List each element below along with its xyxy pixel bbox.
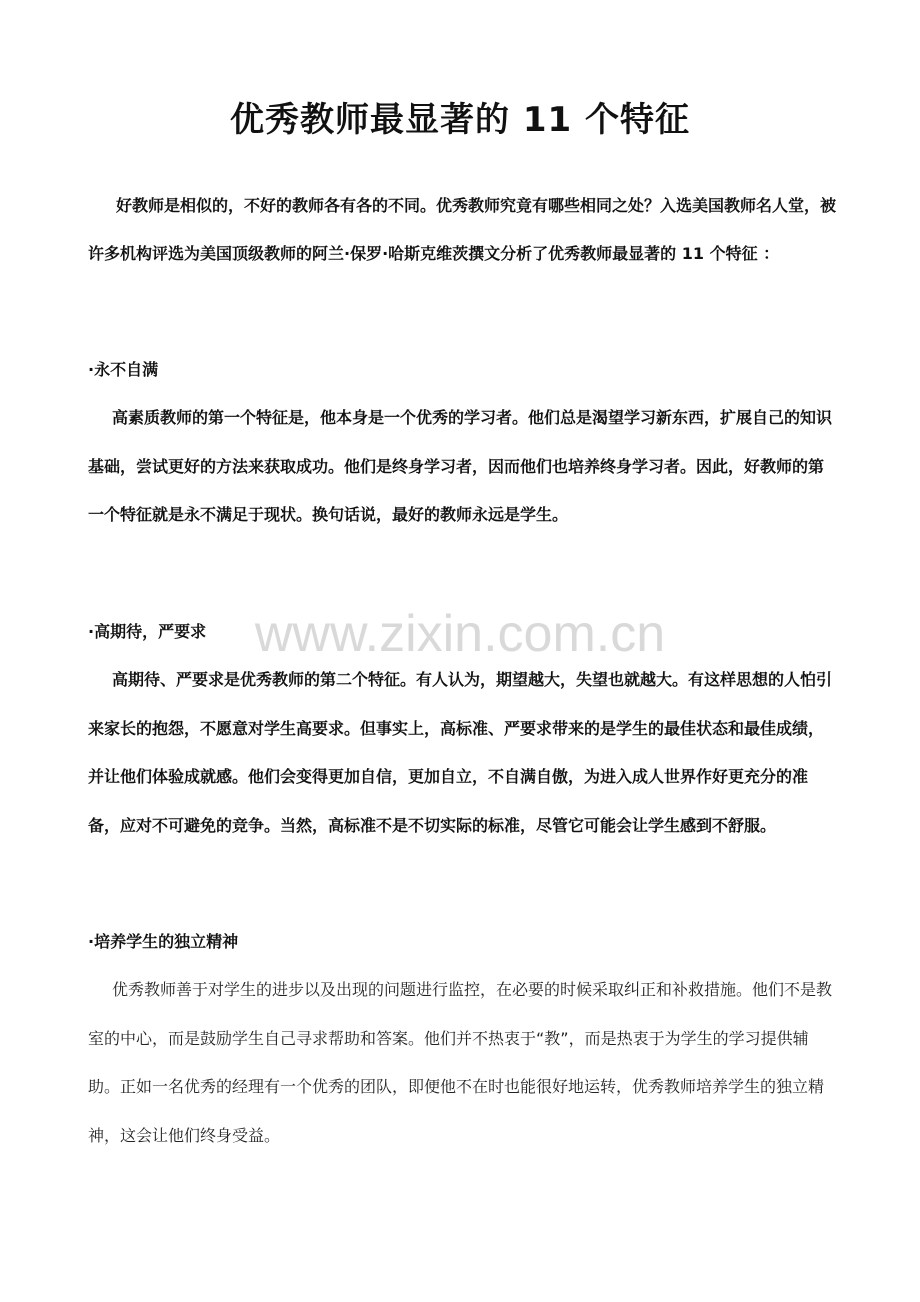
section-body-3: 优秀教师善于对学生的进步以及出现的问题进行监控，在必要的时候采取纠正和补救措施。他们不是教室的中心，而是鼓励学生自己寻求帮助和答案。他们并不热衷于“教”，而是热衷于为学生的学习提供辅助。正如一名优秀的经理有一个优秀的团队，即便他不在时也能很好地运转，优秀教师培养学生的独立精神，这会让他们终身受益。 xyxy=(88,980,833,1145)
section-body-2: 高期待、严要求是优秀教师的第二个特征。有人认为，期望越大，失望也就越大。有这样思想的人怕引来家长的抱怨，不愿意对学生高要求。但事实上，高标准、严要求带来的是学生的最佳状态和最佳成绩，并让他们体验成就感。他们会变得更加自信，更加自立，不自满自傲，为进入成人世界作好更充分的准备，应对不可避免的竞争。当然，高标准不是不切实际的标准，尽管它可能会让学生感到不舒服。 xyxy=(88,670,833,835)
page-title: 优秀教师最显著的 11 个特征 xyxy=(230,100,690,140)
section-body-1: 高素质教师的第一个特征是，他本身是一个优秀的学习者。他们总是渴望学习新东西，扩展自己的知识基础，尝试更好的方法来获取成功。他们是终身学习者，因而他们也培养终身学习者。因此，好教师的第一个特征就是永不满足于现状。换句话说，最好的教师永远是学生。 xyxy=(88,408,833,524)
section-heading-1: ·永不自满 xyxy=(88,360,159,379)
section-heading-3: ·培养学生的独立精神 xyxy=(88,932,239,951)
section-heading-2: ·高期待，严要求 xyxy=(88,622,207,641)
watermark-text: www.zixin.com.cn xyxy=(254,605,666,663)
intro-paragraph: 好教师是相似的，不好的教师各有各的不同。优秀教师究竟有哪些相同之处？入选美国教师名人堂，被许多机构评选为美国顶级教师的阿兰·保罗·哈斯克维茨撰文分析了优秀教师最显著的 11 个特征 ： xyxy=(88,196,837,263)
